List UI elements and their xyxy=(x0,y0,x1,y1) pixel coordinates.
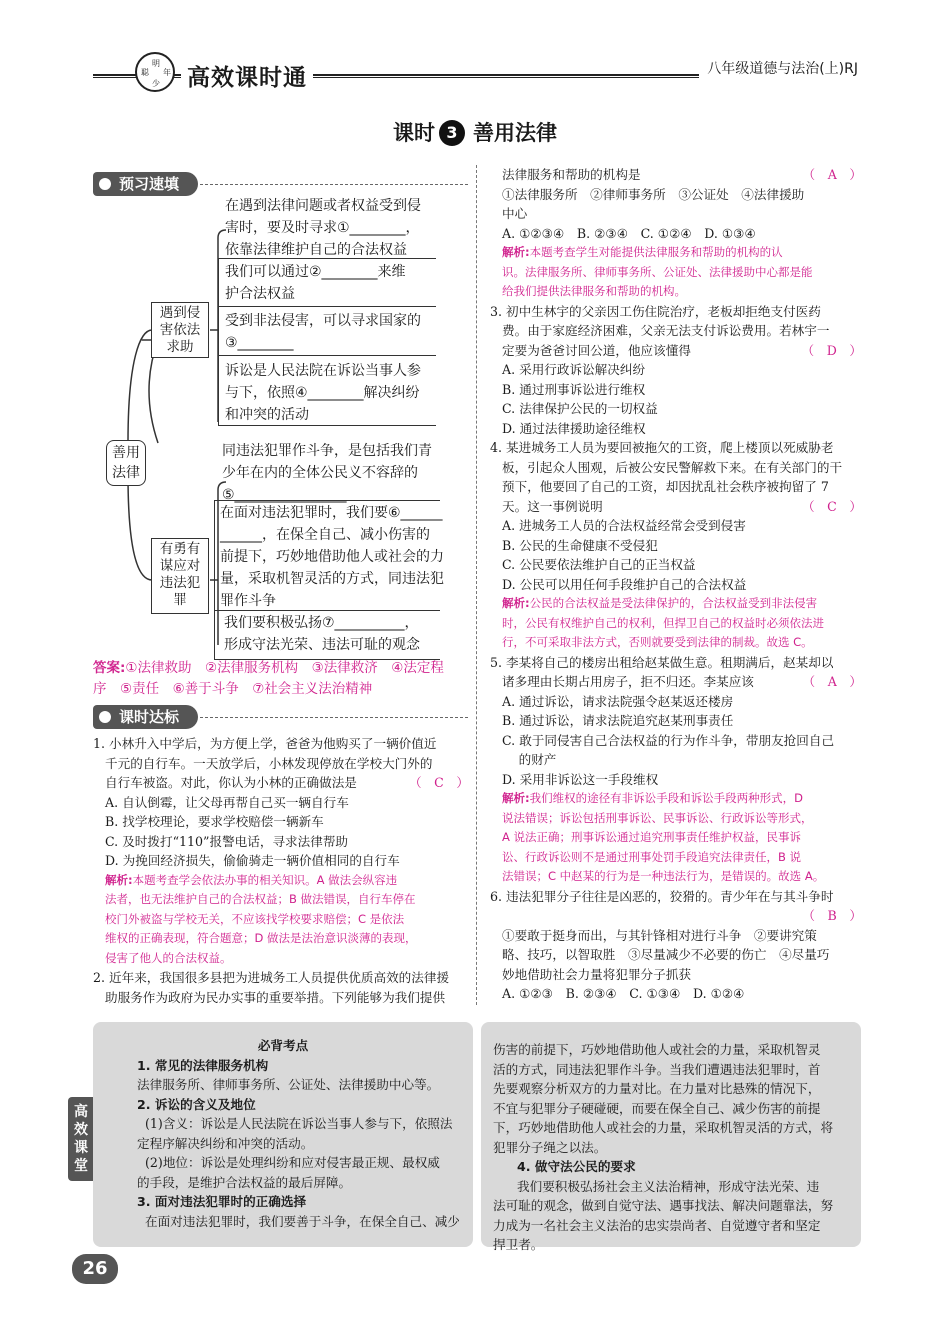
point-body: 伤害的前提下，巧妙地借助他人或社会的力量，采取机智灵 xyxy=(493,1042,821,1057)
root-text: 善用法律 xyxy=(112,445,140,481)
mm-leaf-6 xyxy=(220,502,444,612)
option: A. 通过诉讼，请求法院强令赵某返还楼房 xyxy=(502,693,734,709)
stem-line: 费。由于家庭经济困难，父亲无法支付诉讼费用。若林宇一 xyxy=(502,323,830,338)
line: 护合法权益 xyxy=(225,286,295,302)
question-1 xyxy=(93,734,469,968)
explanation-line: 说法错误；诉讼包括刑事诉讼、民事诉讼、行政诉讼等形式， xyxy=(502,810,813,825)
question-2-cont xyxy=(490,165,862,302)
point-body: 捍卫者。 xyxy=(493,1237,544,1252)
stem-line: 自行车被盗。对此，你认为小林的正确做法是 xyxy=(105,775,357,790)
line: ③________ xyxy=(225,335,294,351)
must-remember-left xyxy=(93,1022,473,1247)
option: D. 公民可以用任何手段维护自己的合法权益 xyxy=(502,576,747,592)
option: C. 及时拨打“110”报警电话，寻求法律帮助 xyxy=(105,833,349,849)
clock-char: 少 xyxy=(152,79,160,88)
point-body: 力成为一名社会主义法治的忠实崇尚者、自觉遵守者和坚定 xyxy=(493,1217,821,1233)
must-remember-right xyxy=(481,1022,861,1252)
title-name: 善用法律 xyxy=(473,121,557,145)
point-body: 我们要积极弘扬社会主义法治精神，形成守法光荣、违 xyxy=(517,1178,820,1194)
option: C. 公民要依法维护自己的正当权益 xyxy=(502,557,696,572)
point-body: 活的方式，同违法犯罪作斗争。当我们遭遇违法犯罪时，首 xyxy=(493,1061,821,1077)
mm-leaf-2 xyxy=(225,261,406,305)
explanation-line: A 说法正确；刑事诉讼通过追究刑事责任维护权益，民事诉 xyxy=(502,830,802,844)
stem-line: 定要为爸爸讨回公道，他应该懂得 xyxy=(502,342,691,358)
option: B. 找学校理论，要求学校赔偿一辆新车 xyxy=(105,814,324,829)
line: ⑤________________ xyxy=(222,487,347,503)
mindmap-root xyxy=(106,440,146,486)
question-5 xyxy=(490,653,862,887)
brand-name: 高效课时通 xyxy=(181,59,313,92)
point-title: 3. 面对违法犯罪时的正确选择 xyxy=(137,1194,307,1209)
explanation-line: 识。法律服务所、律师事务所、公证处、法律援助中心都是能 xyxy=(502,264,813,279)
stem-line: 助服务作为政府为民办实事的重要举措。下列能够为我们提供 xyxy=(105,989,446,1005)
point-body: 定程序解决纠纷和冲突的活动。 xyxy=(137,1135,314,1151)
explanation-line: 我们维权的途径有非诉讼手段和诉讼手段两种形式，D xyxy=(529,791,803,805)
option: 的财产 xyxy=(502,752,557,767)
point-body: (1)含义：诉讼是人民法院在诉讼当事人参与下，依照法 xyxy=(145,1116,453,1131)
line: 同违法犯罪作斗争，是包括我们青 xyxy=(222,443,432,459)
answer-bracket: （ C ） xyxy=(408,775,469,790)
point-body: 先要观察分析双方的力量对比。在力量对比悬殊的情况下， xyxy=(493,1081,821,1096)
branch-2-text: 有勇有谋应对违法犯罪 xyxy=(159,541,201,608)
question-3 xyxy=(490,302,862,439)
explanation-line: 本题考查学生对能提供法律服务和帮助的机构的认 xyxy=(529,245,783,259)
clock-icon xyxy=(135,52,175,92)
title-prefix: 课时 xyxy=(393,121,435,145)
option: ①法律服务所 ②律师事务所 ③公证处 ④法律援助 xyxy=(502,186,805,202)
point-body: 在面对违法犯罪时，我们要善于斗争，在保全自己、减少 xyxy=(145,1213,460,1229)
explanation-line: 维权的正确表现，符合题意；D 做法是法治意识淡薄的表现， xyxy=(105,931,417,945)
line: 和冲突的活动 xyxy=(225,407,309,423)
explanation-line: 本题考查学会依法办事的相关知识。A 做法会纵容违 xyxy=(132,872,398,887)
answer-bracket: （ B ） xyxy=(802,908,862,923)
explanation-line: 公民的合法权益是受法律保护的，合法权益受到非法侵害 xyxy=(529,596,818,610)
answer-line: 序 ⑤责任 ⑥善于斗争 ⑦社会主义法治精神 xyxy=(93,681,373,697)
line: 我们要积极弘扬⑦__________， xyxy=(224,615,419,631)
stem-line: 预下，他要回了自己的工资，却因扰乱社会秩序被拘留了 7 xyxy=(502,479,829,494)
mm-leaf-5 xyxy=(222,440,432,506)
explanation-line: 法者，也无法维护自己的合法权益；B 做法错误，自行车停在 xyxy=(105,892,416,906)
stem-line: 天。这一事例说明 xyxy=(502,498,603,514)
answer-bracket: （ A ） xyxy=(802,674,862,689)
point-body: 下，巧妙地借助他人或社会的力量，采取机智灵活的方式，将 xyxy=(493,1120,834,1135)
side-tab: 高效课堂 xyxy=(68,1097,94,1181)
question-6 xyxy=(490,887,862,1004)
badge-dashline xyxy=(200,184,468,185)
explanation-line: 讼、行政诉讼则不是通过刑事处罚手段追究法律责任，B 说 xyxy=(502,849,802,864)
brand-logo xyxy=(93,52,423,96)
mindmap-branch-1 xyxy=(151,302,209,358)
line: 在面对违法犯罪时，我们要⑥______ xyxy=(220,505,443,521)
option: A. 采用行政诉讼解决纠纷 xyxy=(502,362,646,377)
clock-char: 明 xyxy=(152,59,160,68)
stem-line: 板，引起众人围观，后被公安民警解救下来。在有关部门的干 xyxy=(502,459,843,475)
point-body: 法律服务所、律师事务所、公证处、法律援助中心等。 xyxy=(137,1077,440,1092)
stem-line: 4. 某进城务工人员为要回被拖欠的工资，爬上楼顶以死威胁老 xyxy=(490,440,834,455)
preview-answers xyxy=(93,658,469,700)
mm-separator xyxy=(218,306,436,307)
option: A. 自认倒霉，让父母再帮自己买一辆自行车 xyxy=(105,794,349,810)
answer-label: 答案: xyxy=(93,660,126,676)
explanation-label: 解析: xyxy=(502,791,530,805)
line: ______，在保全自己、减小伤害的 xyxy=(220,527,430,543)
line: 在遇到法律问题或者权益受到侵 xyxy=(225,198,421,214)
stem-line: 法律服务和帮助的机构是 xyxy=(502,167,641,182)
option: 略、技巧，以智取胜 ③尽量减少不必要的伤亡 ④尽量巧 xyxy=(502,947,830,962)
explanation-line: 给我们提供法律服务和帮助的机构。 xyxy=(502,284,686,298)
stem-line: 千元的自行车。一天放学后，小林发现停放在学校大门外的 xyxy=(105,755,433,771)
option: B. 通过刑事诉讼进行维权 xyxy=(502,381,646,397)
mm-leaf-4 xyxy=(225,360,421,426)
section-badge-preview: 预习速填 xyxy=(93,172,198,196)
point-title: 4. 做守法公民的要求 xyxy=(517,1159,636,1174)
point-body: 法可耻的观念，做到自觉守法、遇事找法、解决问题靠法，努 xyxy=(493,1198,834,1213)
explanation-label: 解析: xyxy=(502,596,530,610)
explanation-line: 时，公民有权维护自己的权利，但捍卫自己的权益时必须依法进 xyxy=(502,615,824,630)
mm-separator xyxy=(218,355,436,356)
mm-leaf-7 xyxy=(224,612,420,656)
option: B. 通过诉讼，请求法院追究赵某刑事责任 xyxy=(502,713,734,728)
page-number: 26 xyxy=(72,1254,118,1284)
answer-bracket: （ C ） xyxy=(801,498,862,514)
option: A. ①②③ B. ②③④ C. ①③④ D. ①②④ xyxy=(502,986,745,1001)
explanation-label: 解析: xyxy=(502,245,530,259)
badge-dashline xyxy=(200,717,468,718)
stem-line: 1. 小林升入中学后，为方便上学，爸爸为他购买了一辆价值近 xyxy=(93,736,437,751)
question-2-start xyxy=(93,968,469,1007)
point-body: 犯罪分子绳之以法。 xyxy=(493,1139,607,1155)
box-heading: 必背考点 xyxy=(257,1038,309,1053)
explanation-line: 侵害了他人的合法权益。 xyxy=(105,950,232,965)
option: C. 敢于同侵害自己合法权益的行为作斗争，带朋友抢回自己 xyxy=(502,732,835,748)
stem-line: 诸多理由长期占用房子，拒不归还。李某应该 xyxy=(502,674,754,689)
line: 诉讼是人民法院在诉讼当事人参 xyxy=(225,363,421,379)
line: 害时，要及时寻求①________， xyxy=(225,220,420,236)
line: 前提下，巧妙地借助他人或社会的力 xyxy=(220,549,444,565)
question-4 xyxy=(490,438,862,653)
answer-bracket: （ D ） xyxy=(801,342,862,358)
lesson-title xyxy=(0,117,950,147)
stem-line: 2. 近年来，我国很多县把为进城务工人员提供优质高效的法律援 xyxy=(93,970,450,985)
point-body: 不宜与犯罪分子硬碰硬，而要在保全自己、减少伤害的前提 xyxy=(493,1100,821,1116)
option: D. 为挽回经济损失，偷偷骑走一辆价值相同的自行车 xyxy=(105,853,400,868)
line: 形成守法光荣、违法可耻的观念 xyxy=(224,637,420,653)
clock-char: 聪 xyxy=(141,68,149,77)
line: 量，采取机智灵活的方式，同违法犯 xyxy=(220,571,444,587)
line: 与下，依照④________解决纠纷 xyxy=(225,385,420,401)
answer-bracket: （ A ） xyxy=(802,167,862,182)
line: 少年在内的全体公民义不容辞的 xyxy=(222,465,418,481)
explanation-line: 法错误；C 中赵某的行为是一种违法行为，是错误的。故选 A。 xyxy=(502,869,825,883)
option: 中心 xyxy=(502,206,528,221)
line: 依靠法律维护自己的合法权益 xyxy=(225,242,407,258)
branch-1-text: 遇到侵害依法求助 xyxy=(159,305,201,355)
option: A. 进城务工人员的合法权益经常会受到侵害 xyxy=(502,518,746,533)
option: ①要敢于挺身而出，与其针锋相对进行斗争 ②要讲究策 xyxy=(502,927,817,943)
point-body: 的手段，是维护合法权益的最后屏障。 xyxy=(137,1174,352,1190)
explanation-line: 校门外被盗与学校无关，不应该找学校要求赔偿；C 是依法 xyxy=(105,911,405,926)
mm-leaf-3 xyxy=(225,310,421,354)
point-body: (2)地位：诉讼是处理纠纷和应对侵害最正规、最权威 xyxy=(145,1155,440,1170)
option: 妙地借助社会力量将犯罪分子抓获 xyxy=(502,966,691,982)
option: D. 通过法律援助途径维权 xyxy=(502,420,646,436)
section-badge-practice: 课时达标 xyxy=(93,705,198,729)
point-title: 1. 常见的法律服务机构 xyxy=(137,1057,269,1073)
explanation-label: 解析: xyxy=(105,872,133,887)
mindmap-branch-2 xyxy=(151,538,209,614)
option: C. 法律保护公民的一切权益 xyxy=(502,401,658,416)
right-question-column xyxy=(490,165,862,1004)
option: B. 公民的生命健康不受侵犯 xyxy=(502,537,658,553)
line: 我们可以通过②________来维 xyxy=(225,264,406,280)
lesson-number-badge: 3 xyxy=(439,120,465,146)
answer-line: ①法律救助 ②法律服务机构 ③法律救济 ④法定程 xyxy=(125,660,444,676)
explanation-line: 行，不可采取非法方式，否则就要受到法律的制裁。故选 C。 xyxy=(502,635,813,649)
option: A. ①②③④ B. ②③④ C. ①②④ D. ①③④ xyxy=(502,225,756,241)
stem-line: 6. 违法犯罪分子往往是凶恶的，狡猾的。青少年在与其斗争时 xyxy=(490,888,834,904)
stem-line: 5. 李某将自己的楼房出租给赵某做生意。租期满后，赵某却以 xyxy=(490,654,834,670)
line: 罪作斗争 xyxy=(220,593,276,609)
column-divider xyxy=(476,165,477,1005)
left-question-column xyxy=(93,734,469,1007)
option: D. 采用非诉讼这一手段维权 xyxy=(502,771,659,787)
point-title: 2. 诉讼的含义及地位 xyxy=(137,1096,256,1112)
mm-leaf-1 xyxy=(225,195,421,261)
clock-char: 年 xyxy=(163,68,171,77)
stem-line: 3. 初中生林宇的父亲因工伤住院治疗，老板却拒绝支付医药 xyxy=(490,303,821,319)
line: 受到非法侵害，可以寻求国家的 xyxy=(225,313,421,329)
grade-label: 八年级道德与法治(上)RJ xyxy=(699,58,858,78)
